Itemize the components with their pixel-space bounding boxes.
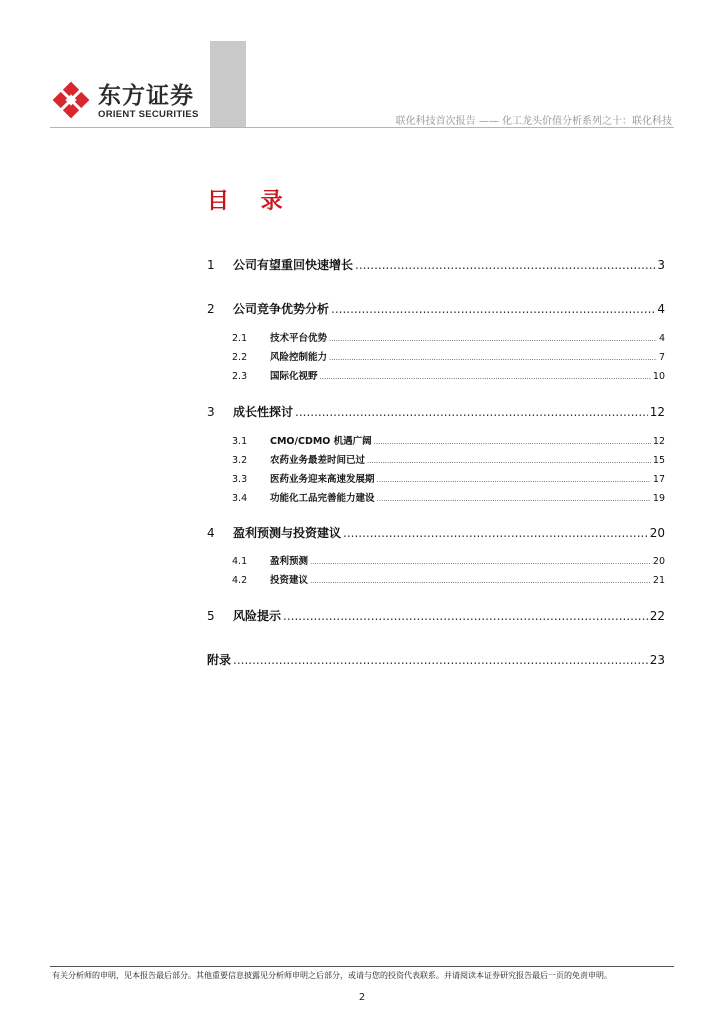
toc-entry-number: 3 bbox=[207, 405, 215, 419]
toc-entry-appendix[interactable] bbox=[207, 651, 665, 668]
toc-dot-leader bbox=[320, 373, 651, 381]
toc-entry-page: 4 bbox=[658, 333, 665, 344]
toc-subentry[interactable] bbox=[232, 471, 665, 485]
toc-entry-title: 农药业务最差时间已过 bbox=[270, 455, 366, 466]
toc-entry-page: 19 bbox=[652, 493, 665, 504]
toc-entry-page: 4 bbox=[657, 302, 665, 316]
toc-entry-number: 2.3 bbox=[232, 371, 248, 382]
toc-entry-number: 4 bbox=[207, 526, 215, 540]
toc-entry-title: 公司有望重回快速增长 bbox=[233, 258, 354, 272]
toc-subentry[interactable] bbox=[232, 490, 665, 504]
toc-entry[interactable] bbox=[207, 300, 665, 317]
toc-entry-title: 盈利预测 bbox=[270, 556, 309, 567]
toc-dot-leader bbox=[331, 302, 655, 316]
toc-entry[interactable] bbox=[207, 607, 665, 624]
toc-entry-page: 3 bbox=[657, 258, 665, 272]
toc-entry-number: 1 bbox=[207, 258, 215, 272]
toc-dot-leader bbox=[310, 558, 651, 566]
toc-dot-leader bbox=[367, 457, 651, 465]
toc-entry-title: 功能化工品完善能力建设 bbox=[270, 493, 375, 504]
toc-subentry[interactable] bbox=[232, 433, 665, 447]
toc-entry[interactable] bbox=[207, 403, 665, 420]
toc-dot-leader bbox=[283, 609, 648, 623]
toc-dot-leader bbox=[377, 476, 651, 484]
toc-entry-number: 2.2 bbox=[232, 352, 248, 363]
toc-entry-page: 17 bbox=[652, 474, 665, 485]
toc-entry-title: 风险控制能力 bbox=[270, 352, 328, 363]
toc-entry-title: 技术平台优势 bbox=[270, 333, 328, 344]
toc-entry-title: 公司竞争优势分析 bbox=[233, 302, 330, 316]
toc-subentry[interactable] bbox=[232, 349, 665, 363]
toc-entry-number: 4.2 bbox=[232, 575, 248, 586]
toc-entry-number: 2 bbox=[207, 302, 215, 316]
page-number: 2 bbox=[358, 992, 366, 1003]
footer-disclaimer: 有关分析师的申明，见本报告最后部分。其他重要信息披露见分析师申明之后部分，或请与您的投资代表联系。并请阅读本证券研究报告最后一页的免责申明。 bbox=[52, 971, 612, 980]
toc-subentry[interactable] bbox=[232, 572, 665, 586]
toc-entry[interactable] bbox=[207, 256, 665, 273]
toc-entry-title: 医药业务迎来高速发展期 bbox=[270, 474, 375, 485]
toc-entry-page: 12 bbox=[652, 436, 665, 447]
toc-entry-title: 风险提示 bbox=[233, 609, 282, 623]
toc-dot-leader bbox=[377, 495, 651, 503]
toc-entry-number: 4.1 bbox=[232, 556, 248, 567]
toc-entry-page: 10 bbox=[652, 371, 665, 382]
logo-english-name: ORIENT SECURITIES bbox=[98, 109, 199, 120]
toc-entry-page: 7 bbox=[658, 352, 665, 363]
toc-dot-leader bbox=[355, 258, 655, 272]
toc-entry-page: 20 bbox=[649, 526, 665, 540]
toc-entry-number: 2.1 bbox=[232, 333, 248, 344]
toc-entry-title: 附录 bbox=[207, 653, 232, 667]
toc-entry-number: 5 bbox=[207, 609, 215, 623]
toc-entry-page: 21 bbox=[652, 575, 665, 586]
toc-entry-title: 成长性探讨 bbox=[233, 405, 294, 419]
toc-entry-page: 22 bbox=[649, 609, 665, 623]
toc-entry-title: CMO/CDMO 机遇广阔 bbox=[270, 436, 372, 447]
toc-entry-number: 3.4 bbox=[232, 493, 248, 504]
toc-subentry[interactable] bbox=[232, 330, 665, 344]
toc-entry[interactable] bbox=[207, 524, 665, 541]
toc-dot-leader bbox=[295, 405, 648, 419]
toc-entry-page: 23 bbox=[649, 653, 665, 667]
toc-dot-leader bbox=[233, 653, 648, 667]
toc-dot-leader bbox=[310, 577, 651, 585]
footer-divider bbox=[50, 966, 674, 967]
toc-dot-leader bbox=[374, 438, 651, 446]
toc-entry-page: 15 bbox=[652, 455, 665, 466]
header-decoration-bar bbox=[210, 41, 246, 127]
toc-entry-title: 投资建议 bbox=[270, 575, 309, 586]
header-divider bbox=[50, 127, 674, 128]
toc-entry-title: 盈利预测与投资建议 bbox=[233, 526, 342, 540]
toc-entry-title: 国际化视野 bbox=[270, 371, 318, 382]
toc-subentry[interactable] bbox=[232, 368, 665, 382]
toc-entry-page: 12 bbox=[649, 405, 665, 419]
toc-entry-number: 3.1 bbox=[232, 436, 248, 447]
toc-heading: 目 录 bbox=[207, 189, 295, 214]
toc-dot-leader bbox=[343, 526, 648, 540]
orient-securities-logo-icon bbox=[50, 79, 92, 121]
toc-subentry[interactable] bbox=[232, 452, 665, 466]
toc-dot-leader bbox=[329, 354, 657, 362]
toc-dot-leader bbox=[329, 335, 657, 343]
toc-subentry[interactable] bbox=[232, 553, 665, 567]
toc-entry-page: 20 bbox=[652, 556, 665, 567]
toc-entry-number: 3.2 bbox=[232, 455, 248, 466]
logo-chinese-name: 东方证券 bbox=[98, 83, 194, 109]
toc-entry-number: 3.3 bbox=[232, 474, 248, 485]
report-header-title: 联化科技首次报告 —— 化工龙头价值分析系列之十：联化科技 bbox=[395, 116, 672, 127]
